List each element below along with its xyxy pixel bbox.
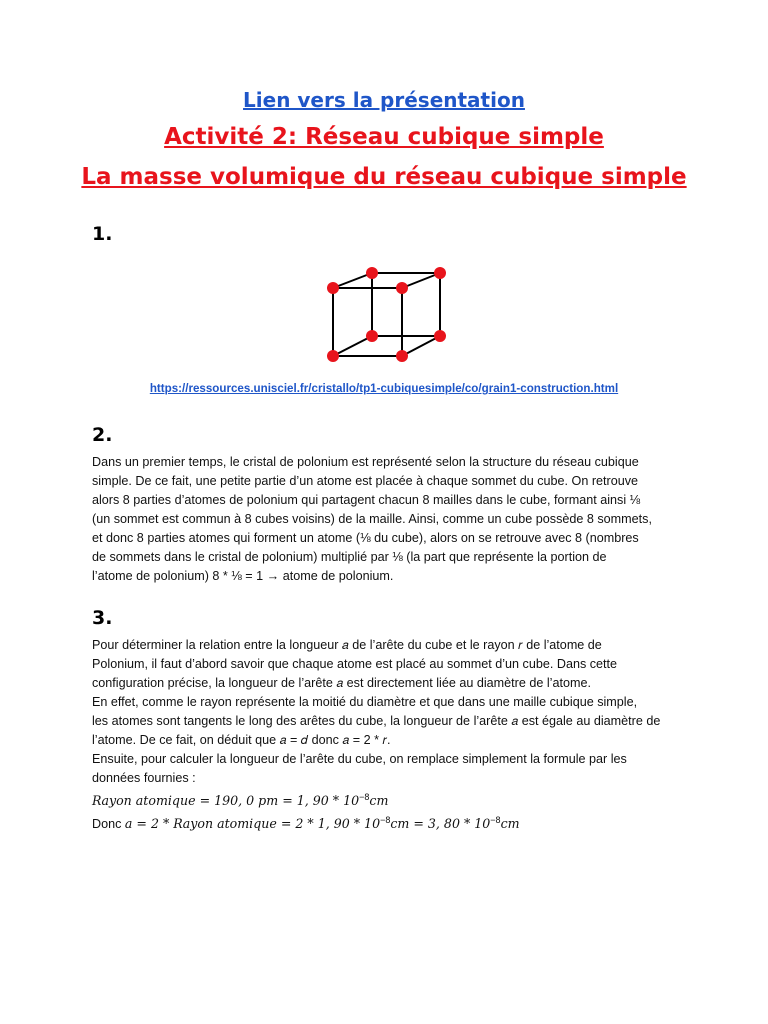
section-number-1: 1. (92, 223, 113, 245)
paragraph-line: configuration précise, la longueur de l’arête 𝑎 est directement liée au diamètre de l’atome. (92, 676, 591, 690)
paragraph-line: Dans un premier temps, le cristal de polonium est représenté selon la structure du réseau cubique (92, 455, 639, 469)
atom-back-bottom-left (366, 330, 378, 342)
section-number-3: 3. (92, 607, 113, 629)
atoms (327, 267, 446, 362)
equation-exponent-2: −8 (490, 815, 501, 825)
source-url-link[interactable]: https://ressources.unisciel.fr/cristallo/tp1-cubiquesimple/co/grain1-construction.html (149, 382, 619, 395)
cube-edges (333, 273, 440, 356)
paragraph-line: de sommets dans le cristal de polonium) multiplié par ⅛ (la part que représente la portion de (92, 550, 607, 564)
equation-part1: 𝑎 = 2 * 𝑅𝑎𝑦𝑜𝑛 𝑎𝑡𝑜𝑚𝑖𝑞𝑢𝑒 = 2 * 1, 90 * 10 (124, 816, 381, 832)
equation-part2: 𝑐𝑚 = 3, 80 * 10 (390, 816, 491, 832)
equation-lhs: 𝑅𝑎𝑦𝑜𝑛 𝑎𝑡𝑜𝑚𝑖𝑞𝑢𝑒 (92, 793, 196, 809)
equation-rhs: = 190, 0 𝑝𝑚 = 1, 90 * 10 (195, 793, 360, 809)
equation-prefix: Donc (92, 817, 125, 832)
atom-front-bottom-left (327, 350, 339, 362)
activity-title: Activité 2: Réseau cubique simple (164, 124, 604, 150)
atom-back-top-left (366, 267, 378, 279)
atom-front-top-left (327, 282, 339, 294)
equation-unit: 𝑐𝑚 (500, 816, 520, 832)
paragraph-line: Polonium, il faut d’abord savoir que chaque atome est placé au sommet d’un cube. Dans cette (92, 657, 618, 671)
section-2-paragraph (92, 453, 692, 586)
atom-back-bottom-right (434, 330, 446, 342)
paragraph-line: et donc 8 parties atomes qui forment un atome (⅛ du cube), alors on se retrouve avec 8 (nombres (92, 531, 639, 545)
cubic-lattice-figure (310, 256, 460, 370)
equation-edge-length (92, 815, 520, 831)
atom-front-top-right (396, 282, 408, 294)
presentation-link[interactable]: Lien vers la présentation (243, 88, 525, 112)
paragraph-line: (un sommet est commun à 8 cubes voisins) de la maille. Ainsi, comme un cube possède 8 sommets, (92, 512, 652, 526)
paragraph-line: l’atome. De ce fait, on déduit que 𝑎 = 𝑑 donc 𝑎 = 2 * 𝑟. (92, 733, 391, 747)
section-3-paragraph (92, 636, 692, 788)
paragraph-line: Pour déterminer la relation entre la longueur 𝑎 de l’arête du cube et le rayon 𝑟 de l’atome de (92, 638, 602, 652)
equation-exponent: −8 (359, 792, 370, 802)
equation-unit: 𝑐𝑚 (369, 793, 389, 809)
atom-back-top-right (434, 267, 446, 279)
paragraph-line: Ensuite, pour calculer la longueur de l’arête du cube, on remplace simplement la formule par les (92, 752, 627, 766)
paragraph-line: données fournies : (92, 771, 196, 785)
equation-exponent-1: −8 (380, 815, 391, 825)
paragraph-line: En effet, comme le rayon représente la moitié du diamètre et que dans une maille cubique simple, (92, 695, 638, 709)
paragraph-line: les atomes sont tangents le long des arêtes du cube, la longueur de l’arête 𝑎 est égale au diamètre de (92, 714, 661, 728)
paragraph-line: l’atome de polonium) 8 * ⅛ = 1 → atome de polonium. (92, 569, 394, 583)
activity-subtitle: La masse volumique du réseau cubique simple (81, 164, 687, 190)
paragraph-line: simple. De ce fait, une petite partie d’un atome est placée à chaque sommet du cube. On retrouve (92, 474, 639, 488)
section-number-2: 2. (92, 424, 113, 446)
atom-front-bottom-right (396, 350, 408, 362)
equation-atomic-radius (92, 792, 388, 808)
paragraph-line: alors 8 parties d’atomes de polonium qui partagent chacun 8 mailles dans le cube, formant ainsi ⅛ (92, 493, 641, 507)
